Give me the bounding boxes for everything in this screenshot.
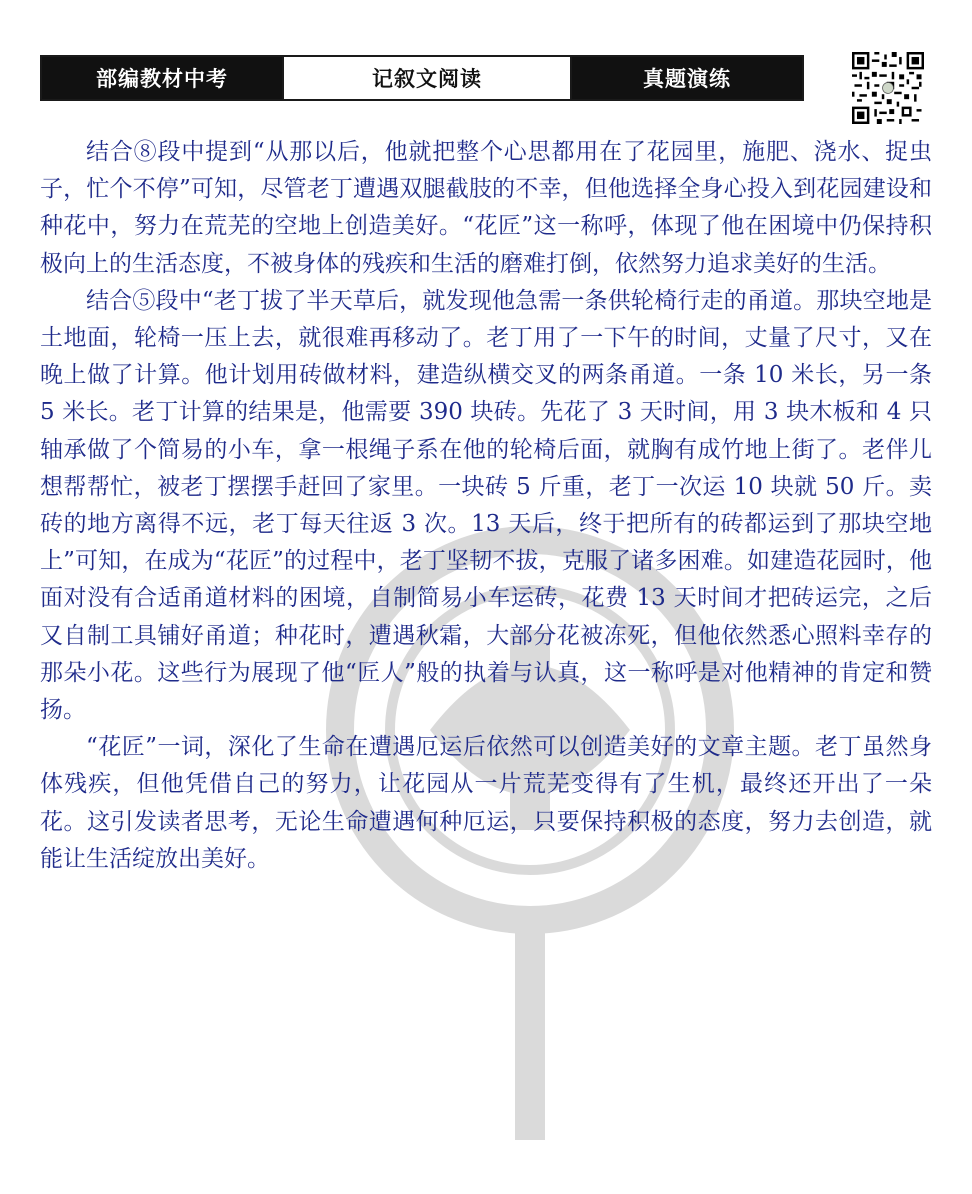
paragraph-2: 结合⑤段中“老丁拔了半天草后，就发现他急需一条供轮椅行走的甬道。那块空地是土地面，轮椅一压上去，就很难再移动了。老丁用了一下午的时间，丈量了尺寸，又在晚上做了计算。他计划用砖做材料，建造纵横交叉的两条甬道。一条 10 米长，另一条 5 米长。老丁计算的结果是，他需要 390 块砖。先花了 3 天时间，用 3 块木板和 4 只轴承做了个简易的小车，拿一根绳子系在他的轮椅后面，就胸有成竹地上街了。老伴儿想帮帮忙，被老丁摆摆手赶回了家里。一块砖 5 斤重，老丁一次运 10 块就 50 斤。卖砖的地方离得不远，老丁每天往返 3 次。13 天后，终于把所有的砖都运到了那块空地上”可知，在成为“花匠”的过程中，老丁坚韧不拔，克服了诸多困难。如建造花园时，他面对没有合适甬道材料的困境，自制简易小车运砖，花费 13 天时间才把砖运完，之后又自制工具铺好甬道；种花时，遭遇秋霜，大部分花被冻死，但他依然悉心照料幸存的那朵小花。这些行为展现了他“匠人”般的执着与认真，这一称呼是对他精神的肯定和赞扬。 [40, 287, 932, 724]
qr-code-icon[interactable] [852, 52, 924, 124]
header-middle-label: 记叙文阅读 [282, 57, 572, 99]
article-body [40, 134, 932, 878]
paragraph-1: 结合⑧段中提到“从那以后，他就把整个心思都用在了花园里，施肥、浇水、捉虫子，忙个不停”可知，尽管老丁遭遇双腿截肢的不幸，但他选择全身心投入到花园建设和种花中，努力在荒芜的空地上创造美好。“花匠”这一称呼，体现了他在困境中仍保持积极向上的生活态度，不被身体的残疾和生活的磨难打倒，依然努力追求美好的生活。 [40, 139, 932, 277]
header-bar [40, 55, 804, 101]
header-left-label: 部编教材中考 [42, 57, 282, 99]
header-right-label: 真题演练 [572, 57, 802, 99]
paragraph-3: “花匠”一词，深化了生命在遭遇厄运后依然可以创造美好的文章主题。老丁虽然身体残疾，但他凭借自己的努力，让花园从一片荒芜变得有了生机，最终还开出了一朵花。这引发读者思考，无论生命遭遇何种厄运，只要保持积极的态度，努力去创造，就能让生活绽放出美好。 [40, 734, 932, 872]
